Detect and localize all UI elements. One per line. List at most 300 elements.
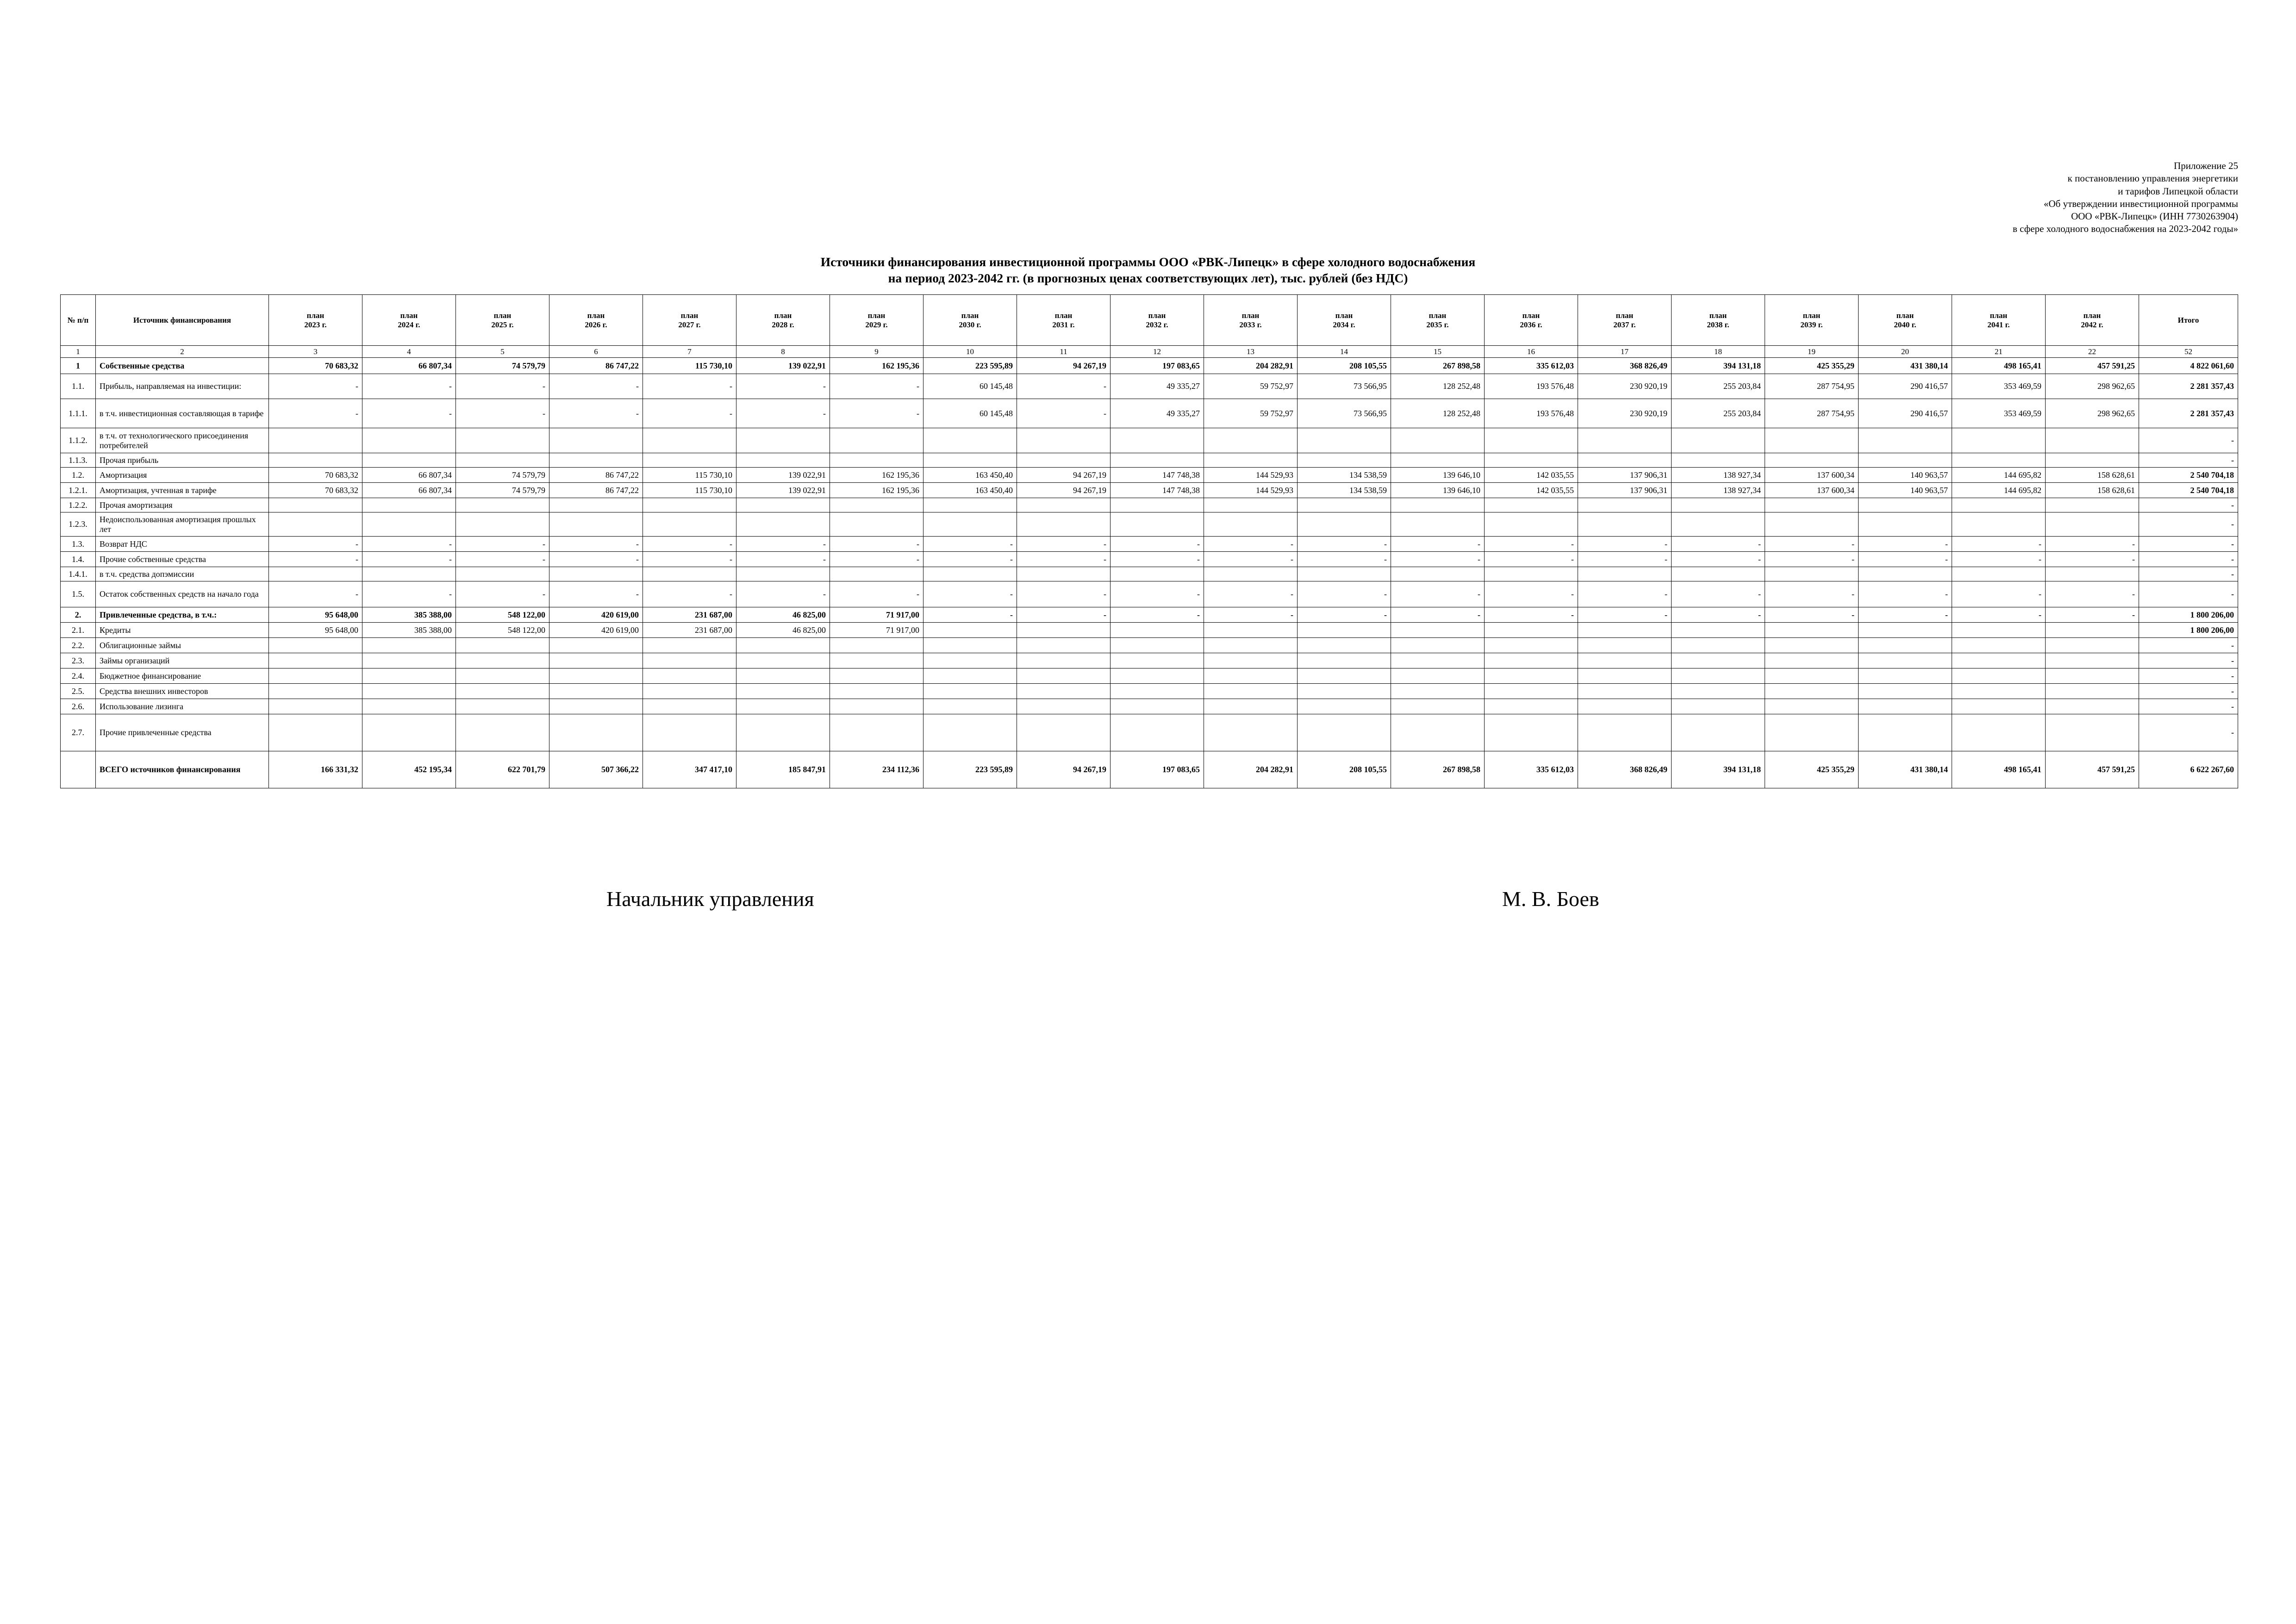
header-year-label: 2041 г. xyxy=(1987,320,2010,329)
row-value xyxy=(2046,428,2139,453)
row-value xyxy=(1298,498,1391,512)
row-value: 137 600,34 xyxy=(1765,468,1859,483)
header-year-2036 xyxy=(1485,295,1578,346)
row-value: 498 165,41 xyxy=(1952,751,2046,788)
row-value: 74 579,79 xyxy=(456,358,549,374)
row-value: 70 683,32 xyxy=(269,483,362,498)
signature-position: Начальник управления xyxy=(606,887,814,911)
row-value: 353 469,59 xyxy=(1952,399,2046,428)
header-year-label: 2033 г. xyxy=(1239,320,1262,329)
row-value: 162 195,36 xyxy=(830,483,923,498)
row-value: 498 165,41 xyxy=(1952,358,2046,374)
row-value: - xyxy=(2046,537,2139,552)
row-value xyxy=(549,699,643,714)
row-value: - xyxy=(736,537,830,552)
row-value: - xyxy=(830,537,923,552)
row-value: - xyxy=(269,399,362,428)
row-value xyxy=(1298,638,1391,653)
row-value xyxy=(643,653,736,668)
header-year-label: 2039 г. xyxy=(1800,320,1823,329)
row-value: 128 252,48 xyxy=(1391,399,1485,428)
row-value: - xyxy=(362,581,456,607)
row-value xyxy=(362,638,456,653)
row-value: - xyxy=(1391,552,1485,567)
header-plan-label: план xyxy=(1054,311,1073,320)
row-value xyxy=(643,512,736,537)
row-value xyxy=(1391,498,1485,512)
row-value: 66 807,34 xyxy=(362,358,456,374)
row-value xyxy=(1391,699,1485,714)
header-year-2027 xyxy=(643,295,736,346)
row-value xyxy=(1485,684,1578,699)
header-year-label: 2029 г. xyxy=(865,320,888,329)
row-value: 193 576,48 xyxy=(1485,374,1578,399)
row-value: 46 825,00 xyxy=(736,623,830,638)
row-value xyxy=(1204,668,1298,684)
row-total: 2 540 704,18 xyxy=(2139,483,2238,498)
row-value: 71 917,00 xyxy=(830,607,923,623)
column-index: 3 xyxy=(269,346,362,358)
row-value: 290 416,57 xyxy=(1859,399,1952,428)
row-value xyxy=(456,714,549,751)
row-value xyxy=(1017,699,1111,714)
row-source-name: Кредиты xyxy=(96,623,269,638)
row-number: 1.1.2. xyxy=(61,428,96,453)
table-row xyxy=(61,607,2238,623)
row-value: - xyxy=(923,581,1017,607)
row-value xyxy=(643,638,736,653)
row-value: - xyxy=(1765,607,1859,623)
row-number: 2.7. xyxy=(61,714,96,751)
row-value: - xyxy=(362,399,456,428)
row-value: - xyxy=(1672,552,1765,567)
row-value xyxy=(456,638,549,653)
row-value: 70 683,32 xyxy=(269,468,362,483)
row-value: - xyxy=(2046,581,2139,607)
row-value: 385 388,00 xyxy=(362,607,456,623)
row-value xyxy=(923,453,1017,468)
row-value xyxy=(1765,684,1859,699)
row-value: - xyxy=(736,399,830,428)
row-value xyxy=(456,512,549,537)
row-value: 139 646,10 xyxy=(1391,468,1485,483)
row-value: 457 591,25 xyxy=(2046,751,2139,788)
row-value xyxy=(1298,684,1391,699)
row-value xyxy=(830,512,923,537)
header-year-2028 xyxy=(736,295,830,346)
row-value: - xyxy=(1111,581,1204,607)
header-year-label: 2025 г. xyxy=(491,320,514,329)
row-value xyxy=(1391,684,1485,699)
row-value xyxy=(1578,512,1672,537)
row-value xyxy=(362,714,456,751)
row-value: - xyxy=(1391,581,1485,607)
row-value: 548 122,00 xyxy=(456,607,549,623)
header-year-label: 2031 г. xyxy=(1052,320,1075,329)
row-value xyxy=(1298,512,1391,537)
row-source-name: ВСЕГО источников финансирования xyxy=(96,751,269,788)
row-number: 1.5. xyxy=(61,581,96,607)
header-year-label: 2032 г. xyxy=(1146,320,1168,329)
header-year-2041 xyxy=(1952,295,2046,346)
column-index: 21 xyxy=(1952,346,2046,358)
row-value xyxy=(1859,453,1952,468)
header-year-2039 xyxy=(1765,295,1859,346)
row-value: 139 646,10 xyxy=(1391,483,1485,498)
row-number: 1.3. xyxy=(61,537,96,552)
row-value xyxy=(643,668,736,684)
row-value: 335 612,03 xyxy=(1485,358,1578,374)
row-number xyxy=(61,751,96,788)
row-value: 255 203,84 xyxy=(1672,374,1765,399)
row-value: - xyxy=(362,537,456,552)
row-value: 420 619,00 xyxy=(549,607,643,623)
row-value xyxy=(1765,453,1859,468)
row-value xyxy=(549,668,643,684)
row-value: - xyxy=(736,374,830,399)
header-year-2034 xyxy=(1298,295,1391,346)
row-value xyxy=(1485,623,1578,638)
row-value: 95 648,00 xyxy=(269,607,362,623)
row-value: - xyxy=(643,399,736,428)
row-value: - xyxy=(362,374,456,399)
row-value: - xyxy=(549,552,643,567)
row-value xyxy=(643,699,736,714)
header-year-label: 2026 г. xyxy=(585,320,607,329)
row-value: 622 701,79 xyxy=(456,751,549,788)
row-value xyxy=(1017,428,1111,453)
table-header-row xyxy=(61,295,2238,346)
row-value: 137 906,31 xyxy=(1578,468,1672,483)
row-value xyxy=(830,668,923,684)
row-value: - xyxy=(1672,581,1765,607)
row-value xyxy=(1765,567,1859,581)
row-value xyxy=(1391,653,1485,668)
row-value xyxy=(2046,668,2139,684)
row-value xyxy=(2046,638,2139,653)
document-title xyxy=(0,254,2296,286)
row-source-name: Собственные средства xyxy=(96,358,269,374)
row-value: 231 687,00 xyxy=(643,607,736,623)
row-source-name: в т.ч. средства допэмиссии xyxy=(96,567,269,581)
row-value: - xyxy=(1952,537,2046,552)
row-total: - xyxy=(2139,653,2238,668)
header-year-2038 xyxy=(1672,295,1765,346)
row-value xyxy=(1578,638,1672,653)
row-value: 385 388,00 xyxy=(362,623,456,638)
row-value xyxy=(1672,623,1765,638)
row-total: - xyxy=(2139,638,2238,653)
row-value xyxy=(362,699,456,714)
row-value xyxy=(1111,638,1204,653)
row-value xyxy=(1952,699,2046,714)
row-number: 1.4. xyxy=(61,552,96,567)
table-row xyxy=(61,537,2238,552)
row-value: - xyxy=(1485,581,1578,607)
row-value: 147 748,38 xyxy=(1111,468,1204,483)
row-value xyxy=(1859,684,1952,699)
row-source-name: Возврат НДС xyxy=(96,537,269,552)
row-value xyxy=(1204,684,1298,699)
row-value: - xyxy=(269,374,362,399)
row-source-name: в т.ч. инвестиционная составляющая в тарифе xyxy=(96,399,269,428)
row-value: 193 576,48 xyxy=(1485,399,1578,428)
row-number: 2.4. xyxy=(61,668,96,684)
header-year-2035 xyxy=(1391,295,1485,346)
row-value: - xyxy=(1017,399,1111,428)
header-year-2029 xyxy=(830,295,923,346)
row-value: - xyxy=(456,374,549,399)
row-source-name: Прочие привлеченные средства xyxy=(96,714,269,751)
row-value: 73 566,95 xyxy=(1298,399,1391,428)
table-row xyxy=(61,714,2238,751)
row-value: 73 566,95 xyxy=(1298,374,1391,399)
row-value xyxy=(736,567,830,581)
row-value: - xyxy=(1298,581,1391,607)
header-year-label: 2042 г. xyxy=(2081,320,2103,329)
row-value: 138 927,34 xyxy=(1672,468,1765,483)
row-value xyxy=(830,714,923,751)
header-year-2037 xyxy=(1578,295,1672,346)
column-index: 4 xyxy=(362,346,456,358)
row-value xyxy=(1204,623,1298,638)
row-number: 2.3. xyxy=(61,653,96,668)
row-value xyxy=(1391,428,1485,453)
header-num: № п/п xyxy=(61,295,96,346)
row-value: - xyxy=(830,399,923,428)
row-value: 267 898,58 xyxy=(1391,751,1485,788)
row-value: 70 683,32 xyxy=(269,358,362,374)
row-value xyxy=(830,567,923,581)
row-value xyxy=(549,684,643,699)
row-value: - xyxy=(362,552,456,567)
header-year-label: 2034 г. xyxy=(1333,320,1355,329)
row-value: 74 579,79 xyxy=(456,468,549,483)
row-value xyxy=(1765,699,1859,714)
header-year-2026 xyxy=(549,295,643,346)
row-value xyxy=(269,714,362,751)
table-row xyxy=(61,638,2238,653)
row-value: - xyxy=(1578,607,1672,623)
row-value: 144 695,82 xyxy=(1952,468,2046,483)
header-year-2031 xyxy=(1017,295,1111,346)
column-index: 8 xyxy=(736,346,830,358)
row-number: 2. xyxy=(61,607,96,623)
row-value xyxy=(1859,567,1952,581)
row-value: - xyxy=(1017,537,1111,552)
row-value xyxy=(830,638,923,653)
row-value: 115 730,10 xyxy=(643,468,736,483)
header-plan-label: план xyxy=(1803,311,1821,320)
row-value xyxy=(1859,638,1952,653)
header-year-2032 xyxy=(1111,295,1204,346)
row-number: 1.2. xyxy=(61,468,96,483)
row-source-name: Привлеченные средства, в т.ч.: xyxy=(96,607,269,623)
row-value xyxy=(269,684,362,699)
row-value xyxy=(456,428,549,453)
row-value xyxy=(1672,498,1765,512)
row-value: 163 450,40 xyxy=(923,468,1017,483)
row-value: - xyxy=(456,399,549,428)
row-value xyxy=(1952,638,2046,653)
row-value xyxy=(1485,714,1578,751)
row-value: 66 807,34 xyxy=(362,468,456,483)
row-value: 298 962,65 xyxy=(2046,374,2139,399)
row-value: 139 022,91 xyxy=(736,358,830,374)
row-value xyxy=(362,512,456,537)
row-source-name: Средства внешних инвесторов xyxy=(96,684,269,699)
header-plan-label: план xyxy=(400,311,418,320)
row-value: 144 529,93 xyxy=(1204,483,1298,498)
row-value: 115 730,10 xyxy=(643,358,736,374)
header-source: Источник финансирования xyxy=(96,295,269,346)
table-row xyxy=(61,699,2238,714)
row-value: 507 366,22 xyxy=(549,751,643,788)
column-index: 5 xyxy=(456,346,549,358)
row-source-name: Прочие собственные средства xyxy=(96,552,269,567)
column-index: 7 xyxy=(643,346,736,358)
header-plan-label: план xyxy=(306,311,324,320)
row-source-name: Облигационные займы xyxy=(96,638,269,653)
table-row xyxy=(61,581,2238,607)
row-value: - xyxy=(269,581,362,607)
row-value: - xyxy=(1017,581,1111,607)
row-value xyxy=(736,684,830,699)
row-value: - xyxy=(1111,552,1204,567)
row-value: 86 747,22 xyxy=(549,358,643,374)
row-source-name: Амортизация, учтенная в тарифе xyxy=(96,483,269,498)
row-value xyxy=(1485,668,1578,684)
row-total: - xyxy=(2139,567,2238,581)
header-year-2024 xyxy=(362,295,456,346)
row-value: - xyxy=(456,581,549,607)
row-value xyxy=(1017,684,1111,699)
row-number: 2.5. xyxy=(61,684,96,699)
row-value xyxy=(1485,699,1578,714)
row-value: 137 600,34 xyxy=(1765,483,1859,498)
row-value: - xyxy=(1578,537,1672,552)
row-total: 4 822 061,60 xyxy=(2139,358,2238,374)
row-value xyxy=(1017,714,1111,751)
row-value xyxy=(1578,684,1672,699)
row-value: 162 195,36 xyxy=(830,358,923,374)
header-plan-label: план xyxy=(774,311,792,320)
row-value: - xyxy=(1017,552,1111,567)
row-value: 59 752,97 xyxy=(1204,374,1298,399)
row-value xyxy=(362,498,456,512)
row-value: - xyxy=(549,581,643,607)
row-total: 1 800 206,00 xyxy=(2139,607,2238,623)
row-value xyxy=(1298,653,1391,668)
header-plan-label: план xyxy=(1148,311,1166,320)
row-value xyxy=(1952,512,2046,537)
row-value: 185 847,91 xyxy=(736,751,830,788)
row-value xyxy=(1859,428,1952,453)
row-value: 431 380,14 xyxy=(1859,358,1952,374)
row-number: 2.2. xyxy=(61,638,96,653)
row-value: - xyxy=(1672,607,1765,623)
row-source-name: Бюджетное финансирование xyxy=(96,668,269,684)
row-value: 298 962,65 xyxy=(2046,399,2139,428)
row-value: 142 035,55 xyxy=(1485,468,1578,483)
row-value: 287 754,95 xyxy=(1765,374,1859,399)
row-value xyxy=(456,498,549,512)
row-value xyxy=(1765,428,1859,453)
row-value: - xyxy=(1672,537,1765,552)
row-value xyxy=(1859,653,1952,668)
header-year-label: 2037 г. xyxy=(1613,320,1636,329)
row-value xyxy=(1298,699,1391,714)
row-value: - xyxy=(1204,552,1298,567)
row-value xyxy=(1952,428,2046,453)
signature-name: М. В. Боев xyxy=(1502,887,1599,911)
row-value xyxy=(923,623,1017,638)
row-value xyxy=(736,668,830,684)
row-value xyxy=(456,699,549,714)
row-value xyxy=(269,512,362,537)
row-value xyxy=(1204,714,1298,751)
row-value xyxy=(830,699,923,714)
row-value xyxy=(1859,498,1952,512)
row-total: 2 281 357,43 xyxy=(2139,374,2238,399)
appendix-line: к постановлению управления энергетики xyxy=(2067,173,2238,184)
header-year-label: 2036 г. xyxy=(1520,320,1542,329)
row-value xyxy=(923,668,1017,684)
row-value xyxy=(269,638,362,653)
row-value xyxy=(1391,453,1485,468)
row-value xyxy=(2046,623,2139,638)
row-value: 231 687,00 xyxy=(643,623,736,638)
row-value xyxy=(923,498,1017,512)
header-plan-label: план xyxy=(1616,311,1634,320)
row-value xyxy=(362,668,456,684)
row-source-name: Амортизация xyxy=(96,468,269,483)
column-index: 14 xyxy=(1298,346,1391,358)
row-value xyxy=(1017,638,1111,653)
row-source-name: Использование лизинга xyxy=(96,699,269,714)
row-value xyxy=(456,653,549,668)
row-value xyxy=(1485,512,1578,537)
column-index: 52 xyxy=(2139,346,2238,358)
row-value xyxy=(269,653,362,668)
row-value: 166 331,32 xyxy=(269,751,362,788)
row-value xyxy=(643,498,736,512)
row-value: 368 826,49 xyxy=(1578,358,1672,374)
row-value: 66 807,34 xyxy=(362,483,456,498)
row-value xyxy=(1578,714,1672,751)
row-value xyxy=(362,453,456,468)
row-value: 158 628,61 xyxy=(2046,468,2139,483)
row-value xyxy=(1017,653,1111,668)
row-value xyxy=(269,453,362,468)
row-value xyxy=(1859,714,1952,751)
row-value: 223 595,89 xyxy=(923,358,1017,374)
row-value: 204 282,91 xyxy=(1204,358,1298,374)
row-source-name: Займы организаций xyxy=(96,653,269,668)
row-value xyxy=(643,428,736,453)
row-value xyxy=(1298,453,1391,468)
row-value xyxy=(1017,512,1111,537)
row-value xyxy=(736,428,830,453)
row-value xyxy=(736,512,830,537)
row-value: 60 145,48 xyxy=(923,374,1017,399)
row-value: - xyxy=(1859,581,1952,607)
row-value xyxy=(1672,684,1765,699)
row-value xyxy=(1859,668,1952,684)
row-value xyxy=(1859,623,1952,638)
table-row xyxy=(61,468,2238,483)
row-value: 267 898,58 xyxy=(1391,358,1485,374)
